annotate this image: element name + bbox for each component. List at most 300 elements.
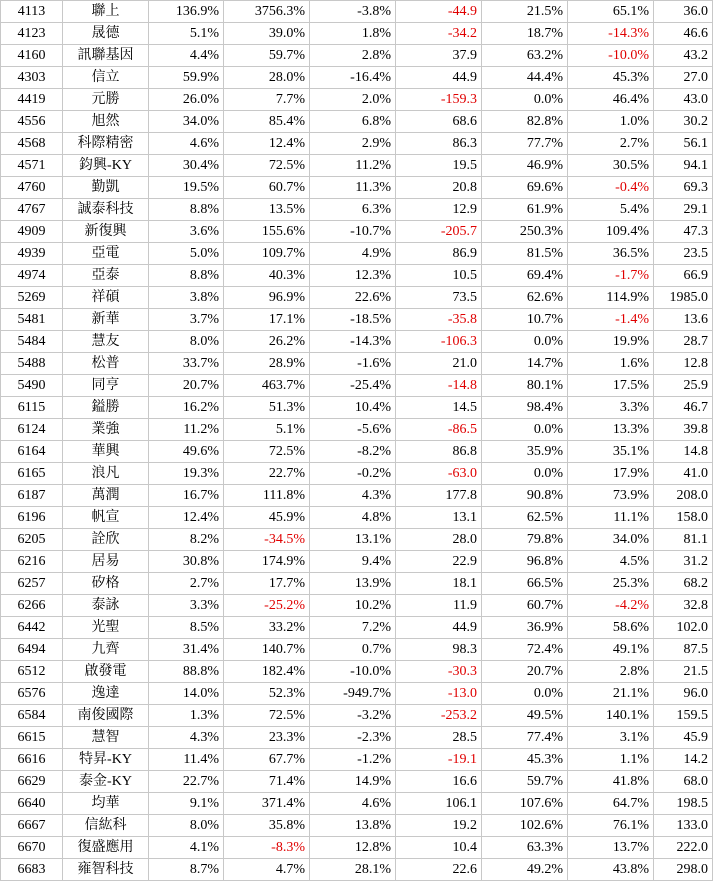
cell-col-3: 2.7% [149, 573, 224, 595]
cell-col-7: 107.6% [482, 793, 568, 815]
cell-col-9: 133.0 [654, 815, 713, 837]
table-row [1, 309, 713, 331]
cell-col-3: 3.3% [149, 595, 224, 617]
cell-col-8: 17.5% [568, 375, 654, 397]
cell-stock-code: 6629 [1, 771, 63, 793]
cell-stock-code: 5484 [1, 331, 63, 353]
cell-col-8: 17.9% [568, 463, 654, 485]
cell-company-name: 鈞興-KY [63, 155, 149, 177]
cell-company-name: 浪凡 [63, 463, 149, 485]
cell-col-4: 17.1% [224, 309, 310, 331]
cell-col-3: 30.4% [149, 155, 224, 177]
cell-company-name: 泰詠 [63, 595, 149, 617]
cell-stock-code: 6615 [1, 727, 63, 749]
cell-col-9: 87.5 [654, 639, 713, 661]
cell-stock-code: 6124 [1, 419, 63, 441]
cell-col-8: 30.5% [568, 155, 654, 177]
cell-col-9: 27.0 [654, 67, 713, 89]
cell-col-3: 88.8% [149, 661, 224, 683]
cell-company-name: 華興 [63, 441, 149, 463]
cell-col-5: 4.9% [310, 243, 396, 265]
table-row [1, 749, 713, 771]
cell-company-name: 居易 [63, 551, 149, 573]
cell-col-5: -0.2% [310, 463, 396, 485]
cell-col-8: 1.6% [568, 353, 654, 375]
cell-col-9: 66.9 [654, 265, 713, 287]
cell-col-5: 10.2% [310, 595, 396, 617]
table-row [1, 573, 713, 595]
cell-col-7: 62.6% [482, 287, 568, 309]
cell-company-name: 信紘科 [63, 815, 149, 837]
cell-company-name: 科際精密 [63, 133, 149, 155]
cell-col-5: 4.8% [310, 507, 396, 529]
cell-col-9: 69.3 [654, 177, 713, 199]
cell-col-3: 16.7% [149, 485, 224, 507]
cell-col-3: 8.0% [149, 331, 224, 353]
cell-col-7: 0.0% [482, 89, 568, 111]
cell-col-3: 14.0% [149, 683, 224, 705]
cell-col-8: -1.7% [568, 265, 654, 287]
cell-col-4: 96.9% [224, 287, 310, 309]
cell-col-8: 34.0% [568, 529, 654, 551]
cell-col-4: 51.3% [224, 397, 310, 419]
cell-col-4: 140.7% [224, 639, 310, 661]
cell-col-9: 30.2 [654, 111, 713, 133]
table-row [1, 23, 713, 45]
cell-col-9: 13.6 [654, 309, 713, 331]
cell-col-8: 25.3% [568, 573, 654, 595]
table-row [1, 45, 713, 67]
cell-company-name: 萬潤 [63, 485, 149, 507]
cell-col-7: 69.6% [482, 177, 568, 199]
cell-col-9: 68.0 [654, 771, 713, 793]
table-row [1, 859, 713, 881]
cell-stock-code: 4760 [1, 177, 63, 199]
cell-col-5: -18.5% [310, 309, 396, 331]
cell-col-3: 3.8% [149, 287, 224, 309]
cell-col-5: -10.0% [310, 661, 396, 683]
cell-col-6: 19.5 [396, 155, 482, 177]
cell-col-6: 73.5 [396, 287, 482, 309]
cell-col-4: 4.7% [224, 859, 310, 881]
cell-col-8: 2.7% [568, 133, 654, 155]
cell-stock-code: 6576 [1, 683, 63, 705]
cell-stock-code: 6494 [1, 639, 63, 661]
cell-col-3: 5.1% [149, 23, 224, 45]
cell-company-name: 雍智科技 [63, 859, 149, 881]
cell-company-name: 信立 [63, 67, 149, 89]
cell-col-9: 14.8 [654, 441, 713, 463]
cell-col-4: -8.3% [224, 837, 310, 859]
cell-col-5: 11.3% [310, 177, 396, 199]
cell-col-4: 35.8% [224, 815, 310, 837]
cell-col-7: 59.7% [482, 771, 568, 793]
cell-col-3: 16.2% [149, 397, 224, 419]
table-row [1, 639, 713, 661]
cell-col-3: 3.7% [149, 309, 224, 331]
cell-col-6: -63.0 [396, 463, 482, 485]
cell-col-8: 3.1% [568, 727, 654, 749]
cell-stock-code: 4113 [1, 1, 63, 23]
cell-col-8: 114.9% [568, 287, 654, 309]
table-row [1, 419, 713, 441]
cell-company-name: 泰金-KY [63, 771, 149, 793]
cell-col-6: 14.5 [396, 397, 482, 419]
cell-col-5: 12.8% [310, 837, 396, 859]
cell-col-9: 29.1 [654, 199, 713, 221]
cell-company-name: 元勝 [63, 89, 149, 111]
cell-col-7: 80.1% [482, 375, 568, 397]
cell-col-3: 59.9% [149, 67, 224, 89]
cell-col-9: 14.2 [654, 749, 713, 771]
cell-col-5: -3.2% [310, 705, 396, 727]
cell-col-8: 2.8% [568, 661, 654, 683]
cell-col-9: 12.8 [654, 353, 713, 375]
cell-col-6: 13.1 [396, 507, 482, 529]
cell-col-4: 33.2% [224, 617, 310, 639]
cell-col-7: 49.5% [482, 705, 568, 727]
cell-col-7: 14.7% [482, 353, 568, 375]
cell-col-4: -25.2% [224, 595, 310, 617]
cell-company-name: 特昇-KY [63, 749, 149, 771]
table-row [1, 265, 713, 287]
cell-col-5: -949.7% [310, 683, 396, 705]
cell-col-8: -0.4% [568, 177, 654, 199]
cell-company-name: 詮欣 [63, 529, 149, 551]
cell-stock-code: 6115 [1, 397, 63, 419]
table-row [1, 793, 713, 815]
cell-col-7: 81.5% [482, 243, 568, 265]
cell-col-7: 77.4% [482, 727, 568, 749]
cell-col-9: 56.1 [654, 133, 713, 155]
cell-col-3: 8.0% [149, 815, 224, 837]
table-row [1, 67, 713, 89]
table-row [1, 595, 713, 617]
cell-col-9: 25.9 [654, 375, 713, 397]
cell-col-8: 1.1% [568, 749, 654, 771]
cell-col-4: 5.1% [224, 419, 310, 441]
cell-col-9: 39.8 [654, 419, 713, 441]
cell-col-8: 19.9% [568, 331, 654, 353]
cell-col-3: 4.3% [149, 727, 224, 749]
cell-col-7: 72.4% [482, 639, 568, 661]
cell-col-7: 250.3% [482, 221, 568, 243]
cell-col-7: 102.6% [482, 815, 568, 837]
cell-company-name: 帆宣 [63, 507, 149, 529]
cell-company-name: 勤凱 [63, 177, 149, 199]
cell-col-3: 4.1% [149, 837, 224, 859]
cell-company-name: 新復興 [63, 221, 149, 243]
cell-col-5: 4.6% [310, 793, 396, 815]
cell-col-6: 28.0 [396, 529, 482, 551]
table-row [1, 551, 713, 573]
cell-col-4: 59.7% [224, 45, 310, 67]
cell-col-7: 21.5% [482, 1, 568, 23]
cell-stock-code: 6442 [1, 617, 63, 639]
cell-stock-code: 6187 [1, 485, 63, 507]
table-row [1, 529, 713, 551]
cell-stock-code: 4303 [1, 67, 63, 89]
cell-col-4: 28.9% [224, 353, 310, 375]
cell-company-name: 晟德 [63, 23, 149, 45]
cell-col-3: 9.1% [149, 793, 224, 815]
cell-stock-code: 4909 [1, 221, 63, 243]
cell-col-4: 45.9% [224, 507, 310, 529]
cell-col-8: 4.5% [568, 551, 654, 573]
cell-col-5: -3.8% [310, 1, 396, 23]
cell-stock-code: 4419 [1, 89, 63, 111]
cell-col-4: -34.5% [224, 529, 310, 551]
cell-col-6: 28.5 [396, 727, 482, 749]
table-row [1, 727, 713, 749]
cell-col-4: 23.3% [224, 727, 310, 749]
cell-col-7: 96.8% [482, 551, 568, 573]
cell-col-5: 22.6% [310, 287, 396, 309]
table-row [1, 507, 713, 529]
cell-col-3: 8.5% [149, 617, 224, 639]
cell-col-3: 3.6% [149, 221, 224, 243]
cell-col-5: -2.3% [310, 727, 396, 749]
cell-col-5: -14.3% [310, 331, 396, 353]
cell-company-name: 鎰勝 [63, 397, 149, 419]
cell-col-5: 6.8% [310, 111, 396, 133]
cell-col-4: 26.2% [224, 331, 310, 353]
cell-col-8: 13.7% [568, 837, 654, 859]
cell-col-8: 46.4% [568, 89, 654, 111]
table-row [1, 177, 713, 199]
cell-col-7: 90.8% [482, 485, 568, 507]
table-row [1, 705, 713, 727]
cell-col-5: -1.2% [310, 749, 396, 771]
cell-col-5: -8.2% [310, 441, 396, 463]
cell-col-6: -86.5 [396, 419, 482, 441]
cell-col-8: 76.1% [568, 815, 654, 837]
cell-col-4: 111.8% [224, 485, 310, 507]
cell-col-6: 106.1 [396, 793, 482, 815]
cell-col-6: -253.2 [396, 705, 482, 727]
cell-col-8: 36.5% [568, 243, 654, 265]
cell-col-9: 46.6 [654, 23, 713, 45]
cell-stock-code: 6216 [1, 551, 63, 573]
cell-col-8: 5.4% [568, 199, 654, 221]
cell-col-6: -35.8 [396, 309, 482, 331]
cell-col-8: 64.7% [568, 793, 654, 815]
table-row [1, 683, 713, 705]
cell-col-3: 31.4% [149, 639, 224, 661]
cell-col-9: 158.0 [654, 507, 713, 529]
cell-stock-code: 4767 [1, 199, 63, 221]
table-row [1, 617, 713, 639]
table-row [1, 243, 713, 265]
table-row [1, 661, 713, 683]
cell-col-3: 49.6% [149, 441, 224, 463]
cell-col-4: 67.7% [224, 749, 310, 771]
cell-col-5: 13.1% [310, 529, 396, 551]
cell-col-3: 30.8% [149, 551, 224, 573]
cell-col-3: 1.3% [149, 705, 224, 727]
cell-col-6: 98.3 [396, 639, 482, 661]
cell-col-7: 98.4% [482, 397, 568, 419]
cell-col-5: 6.3% [310, 199, 396, 221]
cell-stock-code: 4974 [1, 265, 63, 287]
cell-col-8: 65.1% [568, 1, 654, 23]
cell-col-6: 11.9 [396, 595, 482, 617]
table-row [1, 771, 713, 793]
cell-col-7: 49.2% [482, 859, 568, 881]
cell-company-name: 旭然 [63, 111, 149, 133]
cell-col-5: -25.4% [310, 375, 396, 397]
cell-col-9: 94.1 [654, 155, 713, 177]
cell-col-6: 86.3 [396, 133, 482, 155]
cell-col-9: 222.0 [654, 837, 713, 859]
cell-col-4: 72.5% [224, 441, 310, 463]
cell-col-7: 82.8% [482, 111, 568, 133]
cell-col-4: 60.7% [224, 177, 310, 199]
cell-col-9: 43.2 [654, 45, 713, 67]
table-row [1, 287, 713, 309]
cell-col-5: 2.8% [310, 45, 396, 67]
cell-col-6: 10.5 [396, 265, 482, 287]
cell-col-4: 72.5% [224, 705, 310, 727]
cell-stock-code: 4568 [1, 133, 63, 155]
cell-stock-code: 5481 [1, 309, 63, 331]
cell-col-4: 463.7% [224, 375, 310, 397]
cell-col-5: 13.9% [310, 573, 396, 595]
table-row [1, 463, 713, 485]
cell-col-3: 26.0% [149, 89, 224, 111]
cell-stock-code: 4556 [1, 111, 63, 133]
cell-col-5: -5.6% [310, 419, 396, 441]
cell-stock-code: 6667 [1, 815, 63, 837]
cell-col-6: 44.9 [396, 617, 482, 639]
cell-company-name: 同亨 [63, 375, 149, 397]
cell-company-name: 慧友 [63, 331, 149, 353]
table-row [1, 375, 713, 397]
cell-company-name: 新華 [63, 309, 149, 331]
cell-col-9: 46.7 [654, 397, 713, 419]
cell-stock-code: 6683 [1, 859, 63, 881]
cell-col-6: -19.1 [396, 749, 482, 771]
cell-col-7: 66.5% [482, 573, 568, 595]
cell-col-6: 12.9 [396, 199, 482, 221]
cell-col-8: 43.8% [568, 859, 654, 881]
table-row [1, 155, 713, 177]
table-row [1, 837, 713, 859]
cell-col-8: -10.0% [568, 45, 654, 67]
cell-stock-code: 6257 [1, 573, 63, 595]
cell-col-8: 41.8% [568, 771, 654, 793]
cell-stock-code: 6512 [1, 661, 63, 683]
cell-col-4: 17.7% [224, 573, 310, 595]
cell-stock-code: 5490 [1, 375, 63, 397]
cell-col-7: 35.9% [482, 441, 568, 463]
cell-stock-code: 6640 [1, 793, 63, 815]
cell-col-7: 18.7% [482, 23, 568, 45]
cell-col-9: 159.5 [654, 705, 713, 727]
cell-col-7: 44.4% [482, 67, 568, 89]
cell-col-3: 22.7% [149, 771, 224, 793]
cell-stock-code: 6165 [1, 463, 63, 485]
table-row [1, 815, 713, 837]
table-row [1, 111, 713, 133]
table-row [1, 485, 713, 507]
cell-col-9: 298.0 [654, 859, 713, 881]
cell-col-7: 60.7% [482, 595, 568, 617]
cell-col-5: 2.9% [310, 133, 396, 155]
cell-col-6: 19.2 [396, 815, 482, 837]
cell-company-name: 慧智 [63, 727, 149, 749]
cell-col-6: 37.9 [396, 45, 482, 67]
cell-col-7: 63.2% [482, 45, 568, 67]
cell-col-6: 86.9 [396, 243, 482, 265]
cell-col-5: 2.0% [310, 89, 396, 111]
cell-stock-code: 4939 [1, 243, 63, 265]
cell-col-9: 68.2 [654, 573, 713, 595]
cell-col-7: 77.7% [482, 133, 568, 155]
cell-col-9: 36.0 [654, 1, 713, 23]
cell-col-7: 45.3% [482, 749, 568, 771]
cell-col-5: 13.8% [310, 815, 396, 837]
cell-col-9: 41.0 [654, 463, 713, 485]
table-row [1, 441, 713, 463]
cell-col-4: 85.4% [224, 111, 310, 133]
cell-company-name: 光聖 [63, 617, 149, 639]
cell-col-5: -1.6% [310, 353, 396, 375]
cell-col-6: -205.7 [396, 221, 482, 243]
cell-col-3: 8.2% [149, 529, 224, 551]
cell-company-name: 祥碩 [63, 287, 149, 309]
cell-col-9: 208.0 [654, 485, 713, 507]
cell-col-4: 39.0% [224, 23, 310, 45]
cell-col-6: 20.8 [396, 177, 482, 199]
cell-col-8: 140.1% [568, 705, 654, 727]
cell-company-name: 聯上 [63, 1, 149, 23]
cell-col-3: 20.7% [149, 375, 224, 397]
cell-col-5: 28.1% [310, 859, 396, 881]
cell-col-4: 52.3% [224, 683, 310, 705]
cell-col-5: 0.7% [310, 639, 396, 661]
cell-col-8: 73.9% [568, 485, 654, 507]
cell-company-name: 九齊 [63, 639, 149, 661]
cell-col-8: 58.6% [568, 617, 654, 639]
cell-col-5: 9.4% [310, 551, 396, 573]
table-row [1, 1, 713, 23]
cell-col-6: 22.9 [396, 551, 482, 573]
cell-stock-code: 6266 [1, 595, 63, 617]
cell-company-name: 復盛應用 [63, 837, 149, 859]
cell-col-6: -106.3 [396, 331, 482, 353]
cell-col-4: 22.7% [224, 463, 310, 485]
cell-col-6: 44.9 [396, 67, 482, 89]
cell-col-5: 14.9% [310, 771, 396, 793]
cell-col-4: 155.6% [224, 221, 310, 243]
cell-col-6: 10.4 [396, 837, 482, 859]
cell-col-4: 7.7% [224, 89, 310, 111]
cell-col-3: 8.7% [149, 859, 224, 881]
cell-company-name: 亞泰 [63, 265, 149, 287]
cell-col-9: 96.0 [654, 683, 713, 705]
cell-col-8: 35.1% [568, 441, 654, 463]
cell-stock-code: 6670 [1, 837, 63, 859]
cell-col-9: 43.0 [654, 89, 713, 111]
cell-stock-code: 4160 [1, 45, 63, 67]
cell-col-5: -16.4% [310, 67, 396, 89]
cell-col-4: 40.3% [224, 265, 310, 287]
cell-col-5: 12.3% [310, 265, 396, 287]
cell-col-6: -30.3 [396, 661, 482, 683]
cell-col-6: -159.3 [396, 89, 482, 111]
cell-col-7: 69.4% [482, 265, 568, 287]
